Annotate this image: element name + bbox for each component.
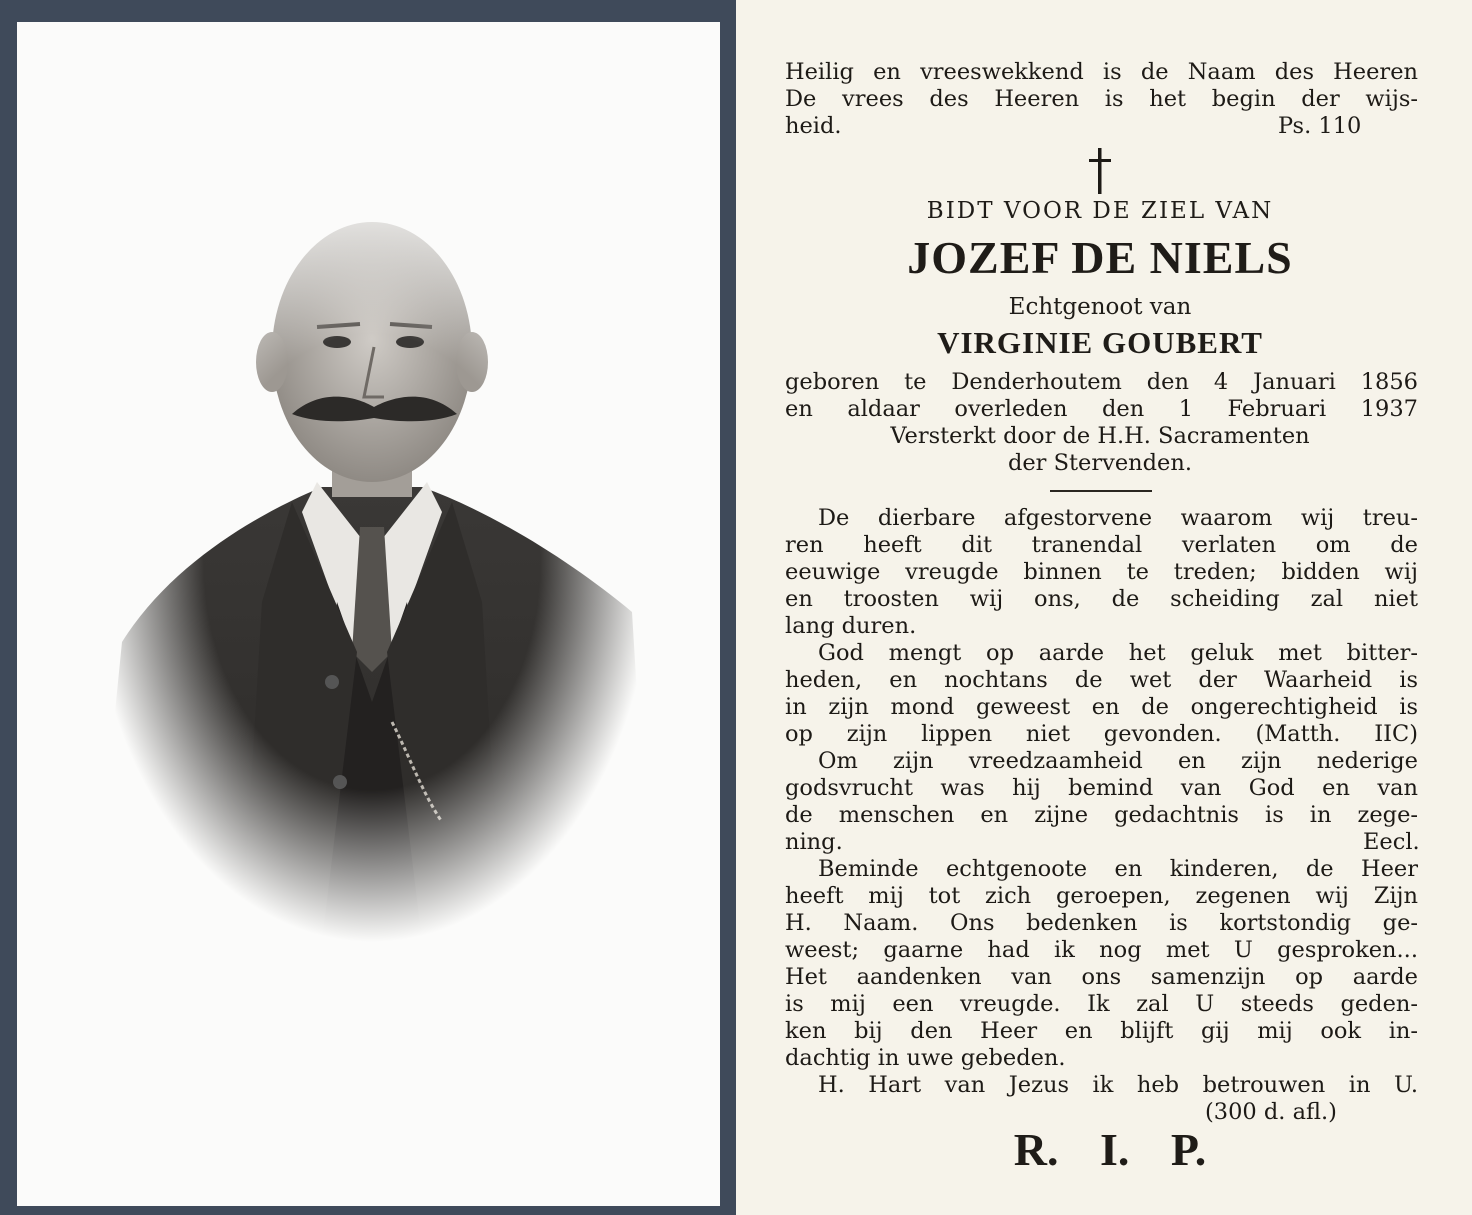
deceased-name: JOZEF DE NIELS — [907, 232, 1293, 283]
body-line: lang duren. — [785, 613, 917, 639]
body-line: de menschen en zijne gedachtnis is in zege- — [785, 802, 1418, 828]
body-line: God mengt op aarde het geluk met bitter- — [818, 640, 1418, 666]
body-line: Het aandenken van ons samenzijn op aarde — [785, 964, 1418, 990]
body-line: eeuwige vreugde binnen te treden; bidden wij — [785, 559, 1418, 585]
body-line: godsvrucht was hij bemind van God en van — [785, 775, 1418, 801]
body-line: heeft mij tot zich geroepen, zegenen wij Zijn — [785, 883, 1418, 909]
body-line: op zijn lippen niet gevonden. (Matth. IIC) — [785, 721, 1418, 747]
spouse-name: VIRGINIE GOUBERT — [937, 325, 1263, 360]
pray-heading: BIDT VOOR DE ZIEL VAN — [926, 198, 1274, 224]
body-line: is mij een vreugde. Ik zal U steeds geden- — [785, 991, 1418, 1017]
body-line: Om zijn vreedzaamheid en zijn nederige — [818, 748, 1418, 774]
body-line: H. Hart van Jezus ik heb betrouwen in U. — [818, 1072, 1418, 1098]
psalm-reference: Ps. 110 — [1278, 113, 1362, 139]
body-line: Eecl. — [1363, 829, 1420, 855]
body-line: en troosten wij ons, de scheiding zal niet — [785, 586, 1418, 612]
psalm-line-2: De vrees des Heeren is het begin der wijs- — [785, 86, 1418, 112]
body-line: ren heeft dit tranendal verlaten om de — [785, 532, 1418, 558]
body-line: in zijn mond geweest en de ongerechtigheid is — [785, 694, 1418, 720]
sacraments-line-1: Versterkt door de H.H. Sacramenten — [890, 423, 1310, 449]
body-line: weest; gaarne had ik nog met U gesproken... — [785, 937, 1418, 963]
psalm-line-1: Heilig en vreeswekkend is de Naam des Heeren — [785, 59, 1418, 85]
body-line: dachtig in uwe gebeden. — [785, 1045, 1066, 1071]
psalm-line-3: heid. — [785, 113, 842, 139]
body-line: (300 d. afl.) — [1205, 1099, 1337, 1125]
portrait-photo — [92, 182, 652, 942]
death-line: en aldaar overleden den 1 Februari 1937 — [785, 396, 1418, 422]
body-line: heden, en nochtans de wet der Waarheid is — [785, 667, 1418, 693]
photo-paper — [17, 22, 720, 1206]
body-line: ning. — [785, 829, 843, 855]
body-line: Beminde echtgenoote en kinderen, de Heer — [818, 856, 1418, 882]
rip-closing: R. I. P. — [1013, 1124, 1207, 1175]
divider-rule — [1050, 490, 1152, 492]
body-line: H. Naam. Ons bedenken is kortstondig ge- — [785, 910, 1418, 936]
birth-line: geboren te Denderhoutem den 4 Januari 1856 — [785, 369, 1418, 395]
cross-icon — [1082, 148, 1118, 194]
body-line: ken bij den Heer en blijft gij mij ook in- — [785, 1018, 1418, 1044]
spouse-label: Echtgenoot van — [1008, 294, 1192, 320]
body-line: De dierbare afgestorvene waarom wij treu- — [818, 505, 1418, 531]
sacraments-line-2: der Stervenden. — [1007, 450, 1193, 476]
